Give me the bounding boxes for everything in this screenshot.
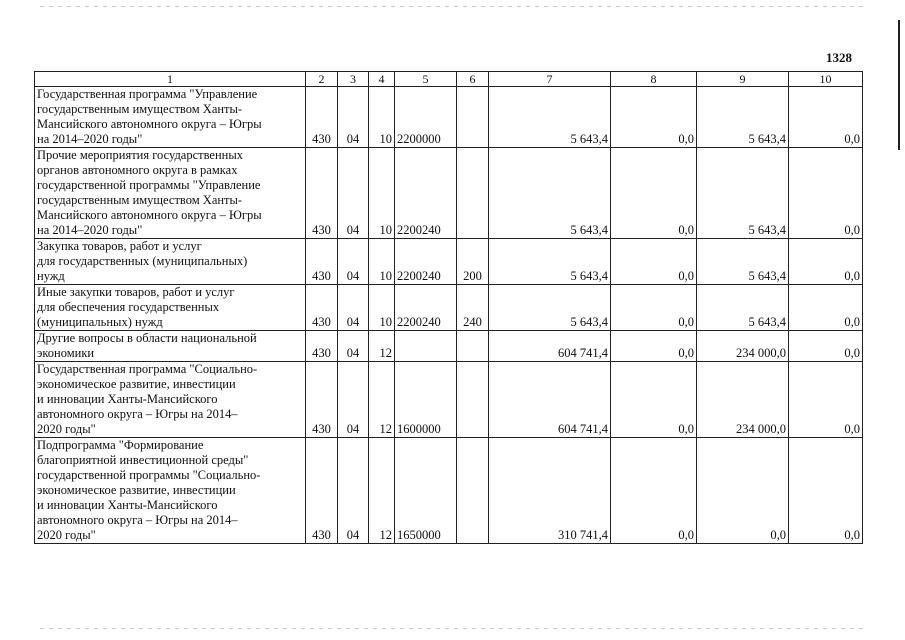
cell-section: 04 [338, 362, 369, 438]
cell-amount: 0,0 [697, 438, 789, 544]
cell-section: 04 [338, 87, 369, 148]
cell-amount: 0,0 [611, 285, 697, 331]
cell-ministry: 430 [306, 148, 338, 239]
table-row [35, 285, 863, 331]
cell-amount: 234 000,0 [697, 331, 789, 362]
col-header: 10 [789, 72, 863, 87]
cell-subsection: 12 [369, 362, 395, 438]
budget-table [34, 71, 863, 544]
cell-ministry: 430 [306, 331, 338, 362]
cell-amount: 5 643,4 [489, 285, 611, 331]
cell-target-item: 2200000 [395, 87, 457, 148]
page-edge-rule [898, 20, 900, 150]
cell-amount: 604 741,4 [489, 331, 611, 362]
col-header: 5 [395, 72, 457, 87]
cell-amount: 0,0 [611, 331, 697, 362]
cell-amount: 5 643,4 [697, 239, 789, 285]
table-row [35, 362, 863, 438]
table-row [35, 331, 863, 362]
cell-amount: 0,0 [611, 148, 697, 239]
cell-ministry: 430 [306, 362, 338, 438]
cell-amount: 310 741,4 [489, 438, 611, 544]
header-row [35, 72, 863, 87]
row-name: Прочие мероприятия государственных органов автономного округа в рамках государственной программы "Управление государственным имуществом Ханты- Мансийского автономного округа – Югры на 2014–2020 годы" [35, 148, 306, 239]
cell-target-item [395, 331, 457, 362]
row-name: Государственная программа "Управление государственным имуществом Ханты- Мансийского автономного округа – Югры на 2014–2020 годы" [35, 87, 306, 148]
cell-amount: 5 643,4 [489, 87, 611, 148]
cell-subsection: 10 [369, 148, 395, 239]
table-row [35, 87, 863, 148]
cell-amount: 234 000,0 [697, 362, 789, 438]
col-header: 4 [369, 72, 395, 87]
col-header: 2 [306, 72, 338, 87]
table-row [35, 438, 863, 544]
cell-subsection: 10 [369, 239, 395, 285]
cell-ministry: 430 [306, 239, 338, 285]
cell-expense-type [457, 331, 489, 362]
col-header: 9 [697, 72, 789, 87]
cell-target-item: 2200240 [395, 239, 457, 285]
cell-amount: 0,0 [789, 87, 863, 148]
cell-amount: 5 643,4 [697, 148, 789, 239]
table-row [35, 239, 863, 285]
cell-amount: 0,0 [789, 239, 863, 285]
page-number: 1328 [826, 50, 852, 65]
cell-amount: 5 643,4 [697, 285, 789, 331]
cell-amount: 5 643,4 [697, 87, 789, 148]
cell-ministry: 430 [306, 87, 338, 148]
cell-section: 04 [338, 438, 369, 544]
cell-expense-type [457, 148, 489, 239]
cell-subsection: 10 [369, 87, 395, 148]
cell-amount: 0,0 [789, 285, 863, 331]
cell-amount: 0,0 [611, 362, 697, 438]
cell-expense-type [457, 438, 489, 544]
cell-section: 04 [338, 148, 369, 239]
cell-section: 04 [338, 239, 369, 285]
cell-target-item: 1650000 [395, 438, 457, 544]
cell-target-item: 2200240 [395, 285, 457, 331]
cell-amount: 5 643,4 [489, 239, 611, 285]
cell-amount: 0,0 [611, 87, 697, 148]
cell-target-item: 1600000 [395, 362, 457, 438]
row-name: Государственная программа "Социально- экономическое развитие, инвестиции и инновации Ханты-Мансийского автономного округа – Югры на 2014– 2020 годы" [35, 362, 306, 438]
row-name: Другие вопросы в области национальной экономики [35, 331, 306, 362]
cell-amount: 0,0 [611, 239, 697, 285]
cell-expense-type [457, 87, 489, 148]
cell-expense-type [457, 362, 489, 438]
cell-ministry: 430 [306, 438, 338, 544]
cell-amount: 0,0 [789, 331, 863, 362]
cell-amount: 604 741,4 [489, 362, 611, 438]
table-row [35, 148, 863, 239]
col-header: 3 [338, 72, 369, 87]
col-header: 8 [611, 72, 697, 87]
col-header: 1 [35, 72, 306, 87]
cell-amount: 5 643,4 [489, 148, 611, 239]
row-name: Закупка товаров, работ и услуг для государственных (муниципальных) нужд [35, 239, 306, 285]
cell-amount: 0,0 [789, 438, 863, 544]
cell-section: 04 [338, 285, 369, 331]
cell-amount: 0,0 [789, 148, 863, 239]
cell-ministry: 430 [306, 285, 338, 331]
col-header: 6 [457, 72, 489, 87]
row-name: Подпрограмма "Формирование благоприятной инвестиционной среды" государственной программы "Социально- экономическое развитие, инвестиции и инновации Ханты-Мансийского автономного округа – Югры на 2014– 2020 годы" [35, 438, 306, 544]
row-name: Иные закупки товаров, работ и услуг для обеспечения государственных (муниципальных) нужд [35, 285, 306, 331]
cell-expense-type: 200 [457, 239, 489, 285]
cell-subsection: 10 [369, 285, 395, 331]
col-header: 7 [489, 72, 611, 87]
cell-amount: 0,0 [789, 362, 863, 438]
cell-section: 04 [338, 331, 369, 362]
scan-artifact-top [40, 6, 865, 7]
cell-target-item: 2200240 [395, 148, 457, 239]
cell-subsection: 12 [369, 331, 395, 362]
scan-artifact-bottom [40, 628, 865, 629]
cell-amount: 0,0 [611, 438, 697, 544]
cell-subsection: 12 [369, 438, 395, 544]
cell-expense-type: 240 [457, 285, 489, 331]
